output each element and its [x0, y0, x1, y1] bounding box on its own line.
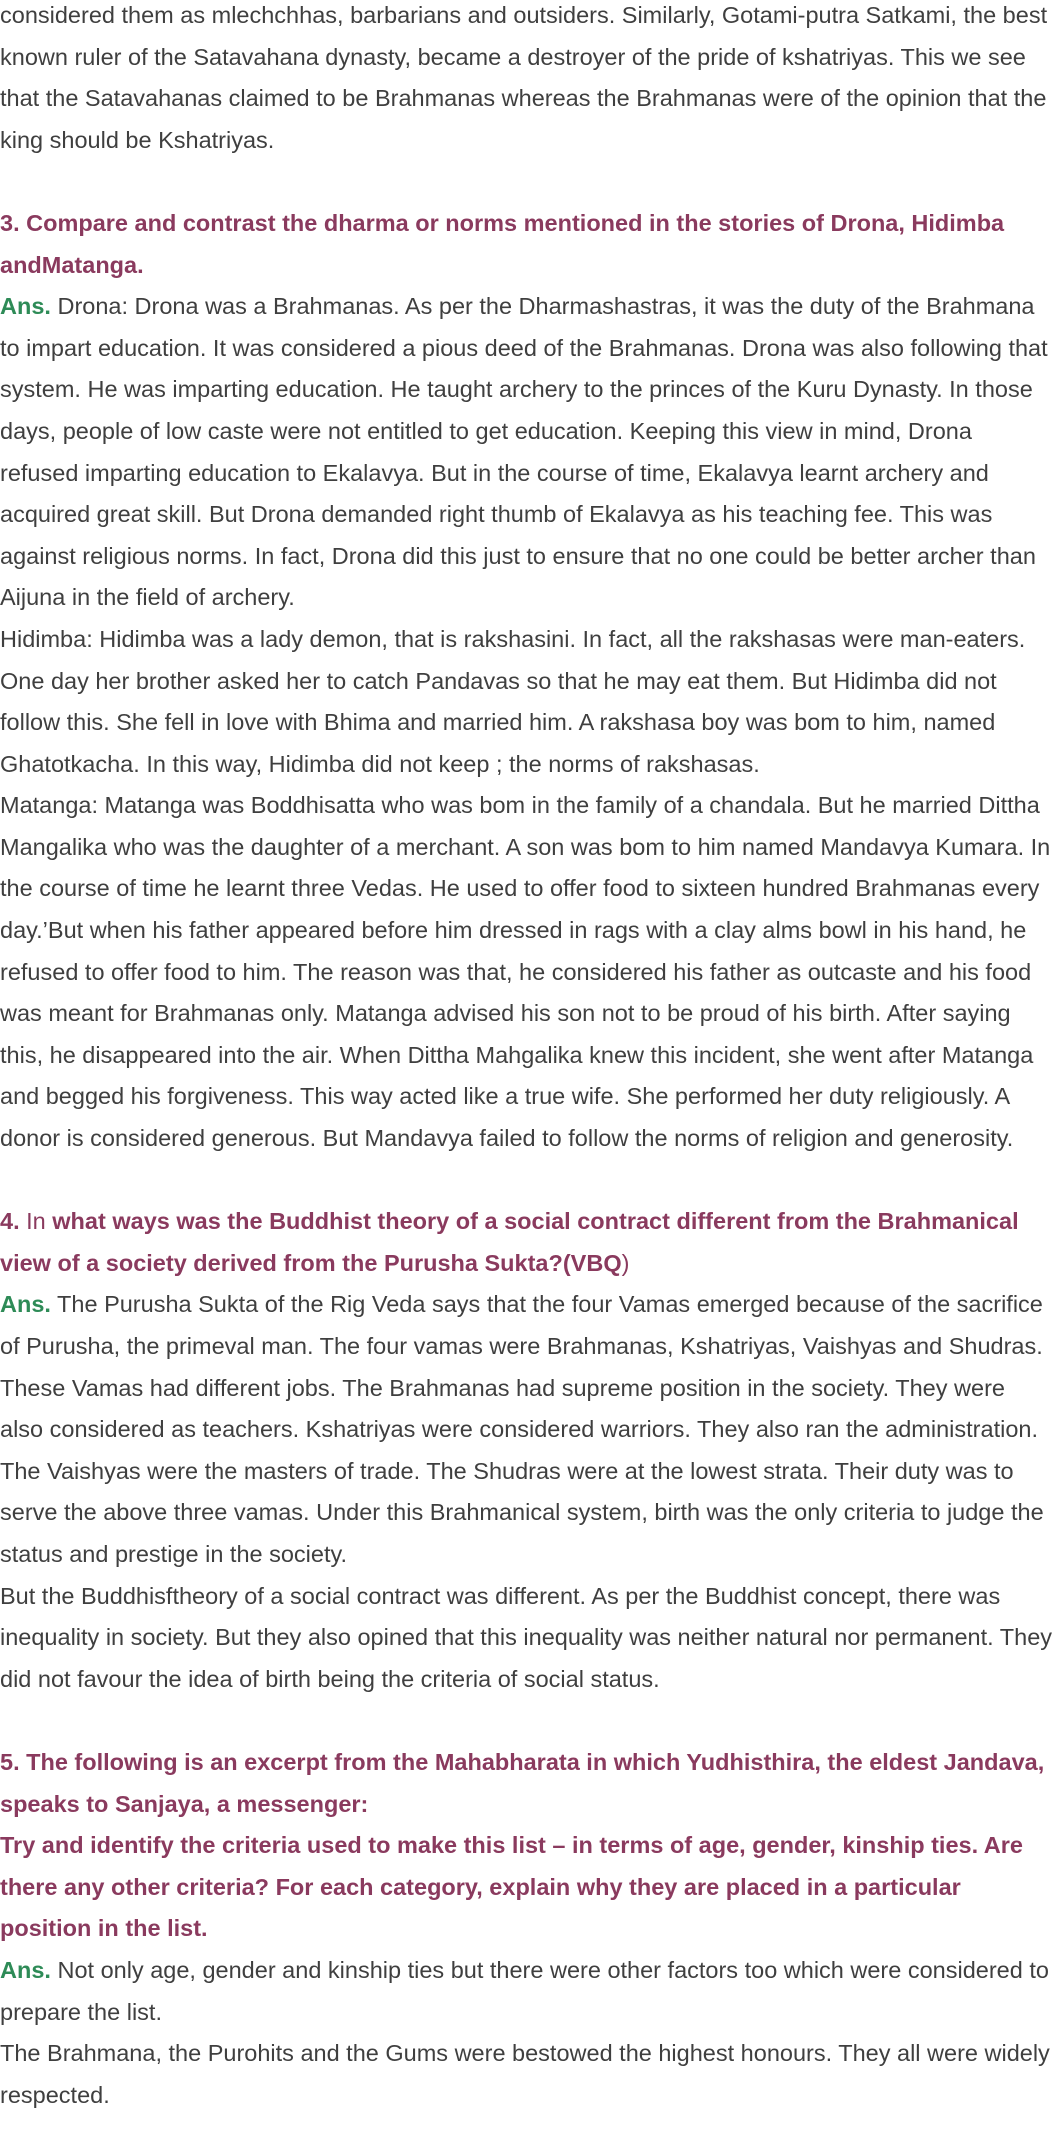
- answer-5-brahmana: The Brahmana, the Purohits and the Gums were bestowed the highest honours. They all were widely respected.: [0, 2040, 1050, 2108]
- spacer: [0, 161, 1054, 203]
- answer-3-matanga: Matanga: Matanga was Boddhisatta who was bom in the family of a chandala. But he married Dittha Mangalika who was the daughter of a merchant. A son was bom to him named Mandavya Kumara. In the course of time he learnt three Vedas. He used to offer food to sixteen hundred Brahmanas every day.’But when his father appeared before him dressed in rags with a clay alms bowl in his hand, he refused to offer food to him. The reason was that, he considered his father as outcaste and his food was meant for Brahmanas only. Matanga advised his son not to be proud of his birth. After saying this, he disappeared into the air. When Dittha Mahgalika knew this incident, she went after Matanga and begged his forgiveness. This way acted like a true wife. She performed her duty religiously. A donor is considered generous. But Mandavya failed to follow the norms of religion and generosity.: [0, 792, 1051, 1152]
- question-4: [0, 1201, 1054, 1284]
- answer-4-text: The Purusha Sukta of the Rig Veda says that the four Vamas emerged because of the sacrifice of Purusha, the primeval man. The four vamas were Brahmanas, Kshatriyas, Vaishyas and Shudras. These Vamas had different jobs. The Brahmanas had supreme position in the society. They were also considered as teachers. Kshatriyas were considered warriors. They also ran the administration. The Vaishyas were the masters of trade. The Shudras were at the lowest strata. Their duty was to serve the above three vamas. Under this Brahmanical system, birth was the only criteria to judge the status and prestige in the society.: [0, 1291, 1044, 1567]
- question-4-number: 4.: [0, 1208, 20, 1235]
- answer-3-drona-text: Drona: Drona was a Brahmanas. As per the Dharmashastras, it was the duty of the Brahmana to impart education. It was considered a pious deed of the Brahmanas. Drona was also following that system. He was imparting education. He taught archery to the princes of the Kuru Dynasty. In those days, people of low caste were not entitled to get education. Keeping this view in mind, Drona refused imparting education to Ekalavya. But in the course of time, Ekalavya learnt archery and acquired great skill. But Drona demanded right thumb of Ekalavya as his teaching fee. This was against religious norms. In fact, Drona did this just to ensure that no one could be better archer than Aijuna in the field of archery.: [0, 293, 1048, 611]
- ans-label: Ans.: [0, 293, 51, 320]
- question-4-text: what ways was the Buddhist theory of a social contract different from the Brahmanical view of a society derived from the Purusha Sukta?(VBQ: [0, 1208, 1019, 1276]
- intro-paragraph: considered them as mlechchhas, barbarians and outsiders. Similarly, Gotami-putra Satkami, the best known ruler of the Satavahana dynasty, became a destroyer of the pride of kshatriyas. This we see that the Satavahanas claimed to be Brahmanas whereas the Brahmanas were of the opinion that the king should be Kshatriyas.: [0, 2, 1048, 153]
- answer-5: [0, 1950, 1054, 2033]
- answer-3-hidimba: Hidimba: Hidimba was a lady demon, that is rakshasini. In fact, all the rakshasas were man-eaters. One day her brother asked her to catch Pandavas so that he may eat them. But Hidimba did not follow this. She fell in love with Bhima and married him. A rakshasa boy was bom to him, named Ghatotkacha. In this way, Hidimba did not keep ; the norms of rakshasas.: [0, 625, 1026, 777]
- question-4-tail: ): [621, 1249, 630, 1276]
- question-4-in: In: [19, 1208, 53, 1235]
- question-3: 3. Compare and contrast the dharma or norms mentioned in the stories of Drona, Hidimba andMatanga.: [0, 209, 1005, 278]
- question-5-part-2: Try and identify the criteria used to make this list – in terms of age, gender, kinship ties. Are there any other criteria? For each category, explain why they are placed in a particular position in the list.: [0, 1832, 1023, 1942]
- question-5: 5. The following is an excerpt from the Mahabharata in which Yudhisthira, the eldest Jandava, speaks to Sanjaya, a messenger:: [0, 1748, 1045, 1817]
- ans-label: Ans.: [0, 1956, 51, 1983]
- ans-label: Ans.: [0, 1291, 51, 1318]
- answer-3-drona: [0, 286, 1054, 619]
- answer-4: [0, 1284, 1054, 1575]
- spacer: [0, 1700, 1054, 1742]
- answer-5-text: Not only age, gender and kinship ties but there were other factors too which were considered to prepare the list.: [0, 1956, 1049, 2025]
- spacer: [0, 1160, 1054, 1202]
- answer-4-buddhist: But the Buddhisftheory of a social contract was different. As per the Buddhist concept, there was inequality in society. But they also opined that this inequality was neither natural nor permanent. They did not favour the idea of birth being the criteria of social status.: [0, 1582, 1053, 1692]
